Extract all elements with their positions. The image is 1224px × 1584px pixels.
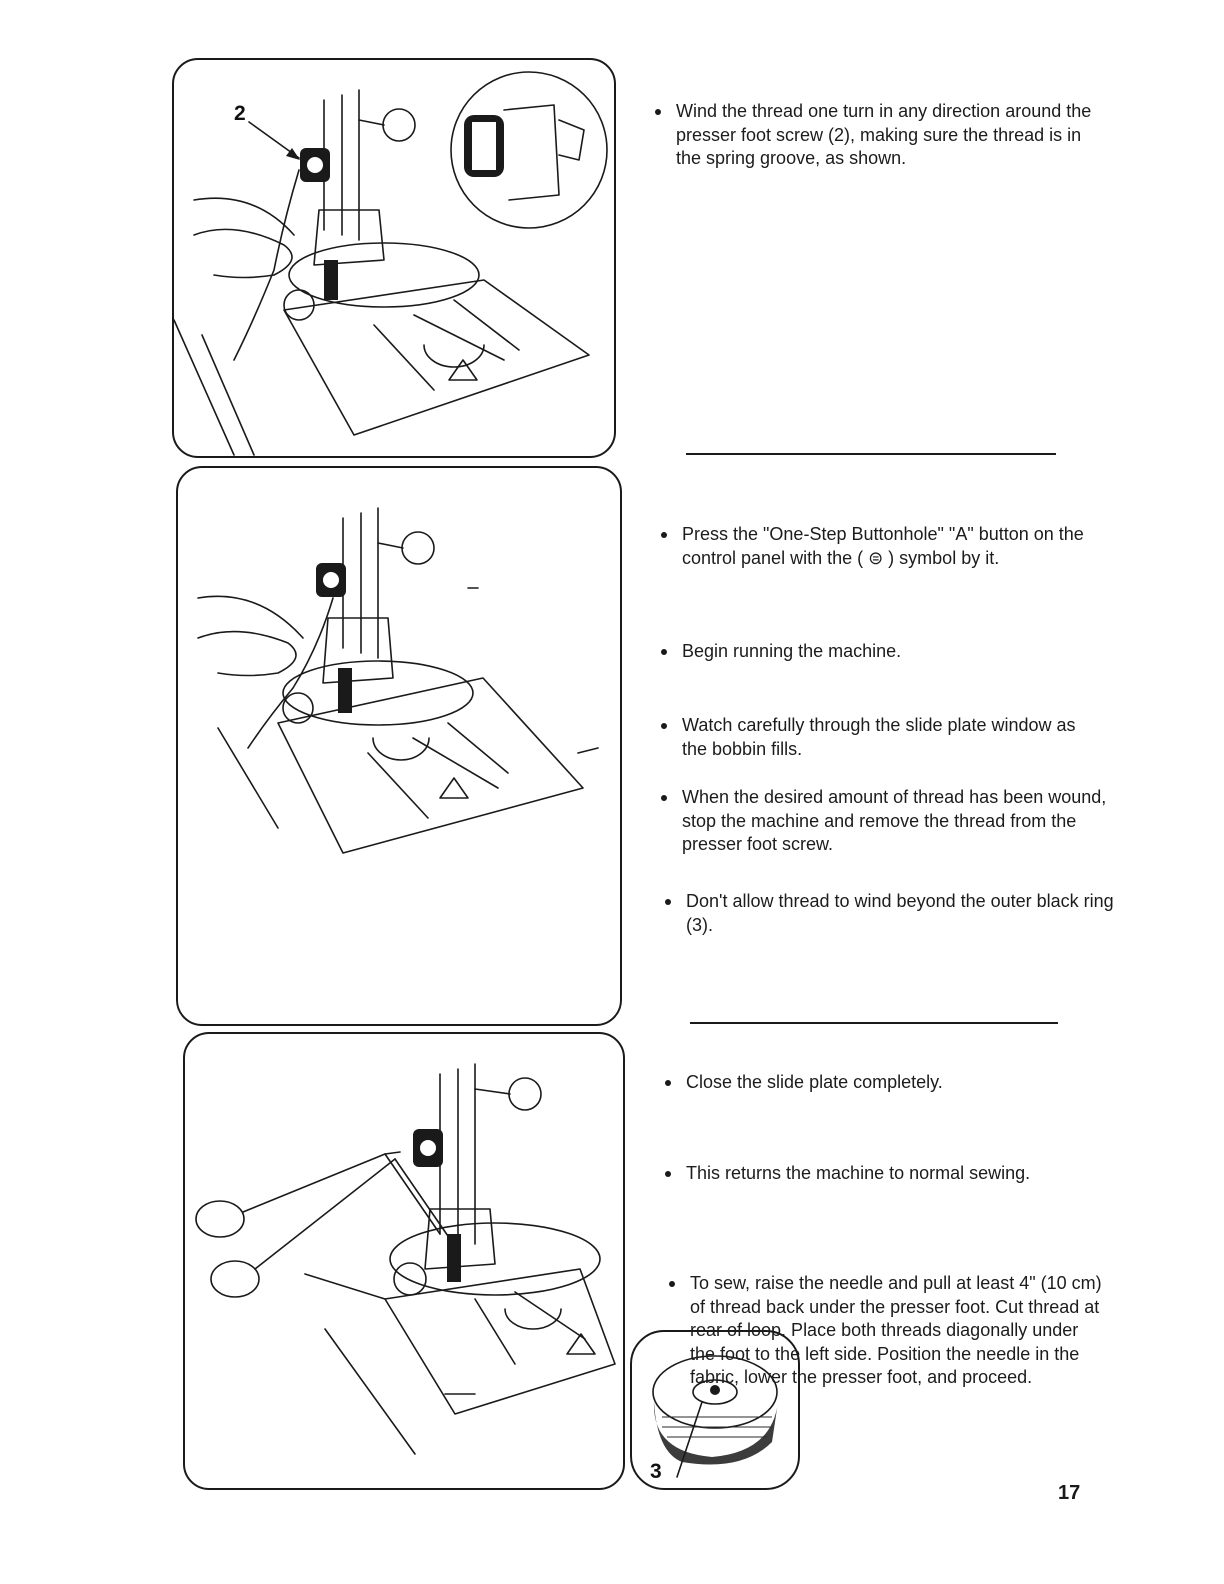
page-number: 17 xyxy=(1058,1482,1081,1504)
bullet-begin-running xyxy=(658,640,1102,664)
bullet-watch-carefully xyxy=(658,714,1102,761)
bullet-normal-sewing xyxy=(662,1162,1116,1186)
section-divider-2 xyxy=(690,1022,1058,1024)
bullet-text: Watch carefully through the slide plate window as the bobbin fills. xyxy=(682,715,1076,759)
bullet-dot xyxy=(655,109,661,115)
bullet-text: When the desired amount of thread has been wound, stop the machine and remove the thread from the presser foot screw. xyxy=(682,787,1107,854)
bullet-wind-thread xyxy=(652,100,1106,171)
bullet-text: Close the slide plate completely. xyxy=(686,1072,943,1092)
bullet-text: To sew, raise the needle and pull at least 4" (10 cm) of thread back under the presser foot. Cut thread at rear of loop. Place both threads diagonally under the foot to the left side. Position the needle in the fabric, lower the presser foot, and proceed. xyxy=(690,1273,1102,1387)
bullet-text: Press the "One-Step Buttonhole" "A" button on the control panel with the ( ⊜ ) symbol by it. xyxy=(682,524,1084,568)
bullet-outer-ring xyxy=(662,890,1116,937)
bullet-stop-machine xyxy=(658,786,1112,857)
sewing-machine-illustration-2 xyxy=(178,468,620,1024)
bullet-to-sew xyxy=(666,1272,1106,1390)
figure-wind-thread-around-screw xyxy=(172,58,616,458)
callout-label-3: 3 xyxy=(650,1460,662,1483)
bullet-dot xyxy=(669,1281,675,1287)
bullet-text: This returns the machine to normal sewing. xyxy=(686,1163,1031,1183)
bullet-text: Wind the thread one turn in any direction around the presser foot screw (2), making sure the thread is in the spring groove, as shown. xyxy=(676,101,1092,168)
bullet-dot xyxy=(661,795,667,801)
bullet-dot xyxy=(665,1171,671,1177)
section-divider-1 xyxy=(686,453,1056,455)
figure-bobbin-winding xyxy=(176,466,662,1483)
bullet-dot xyxy=(665,1080,671,1086)
bullet-dot xyxy=(665,899,671,905)
bullet-dot xyxy=(661,532,667,538)
bullet-dot xyxy=(661,723,667,729)
figure-cut-thread xyxy=(183,1032,625,1490)
callout-label-2: 2 xyxy=(234,102,246,125)
bullet-text: Don't allow thread to wind beyond the outer black ring (3). xyxy=(686,891,1114,935)
bullet-dot xyxy=(661,649,667,655)
bullet-close-slide-plate xyxy=(662,1071,1116,1095)
bullet-press-buttonhole xyxy=(658,523,1102,570)
bullet-text: Begin running the machine. xyxy=(682,641,902,661)
sewing-machine-illustration-3 xyxy=(185,1034,623,1488)
